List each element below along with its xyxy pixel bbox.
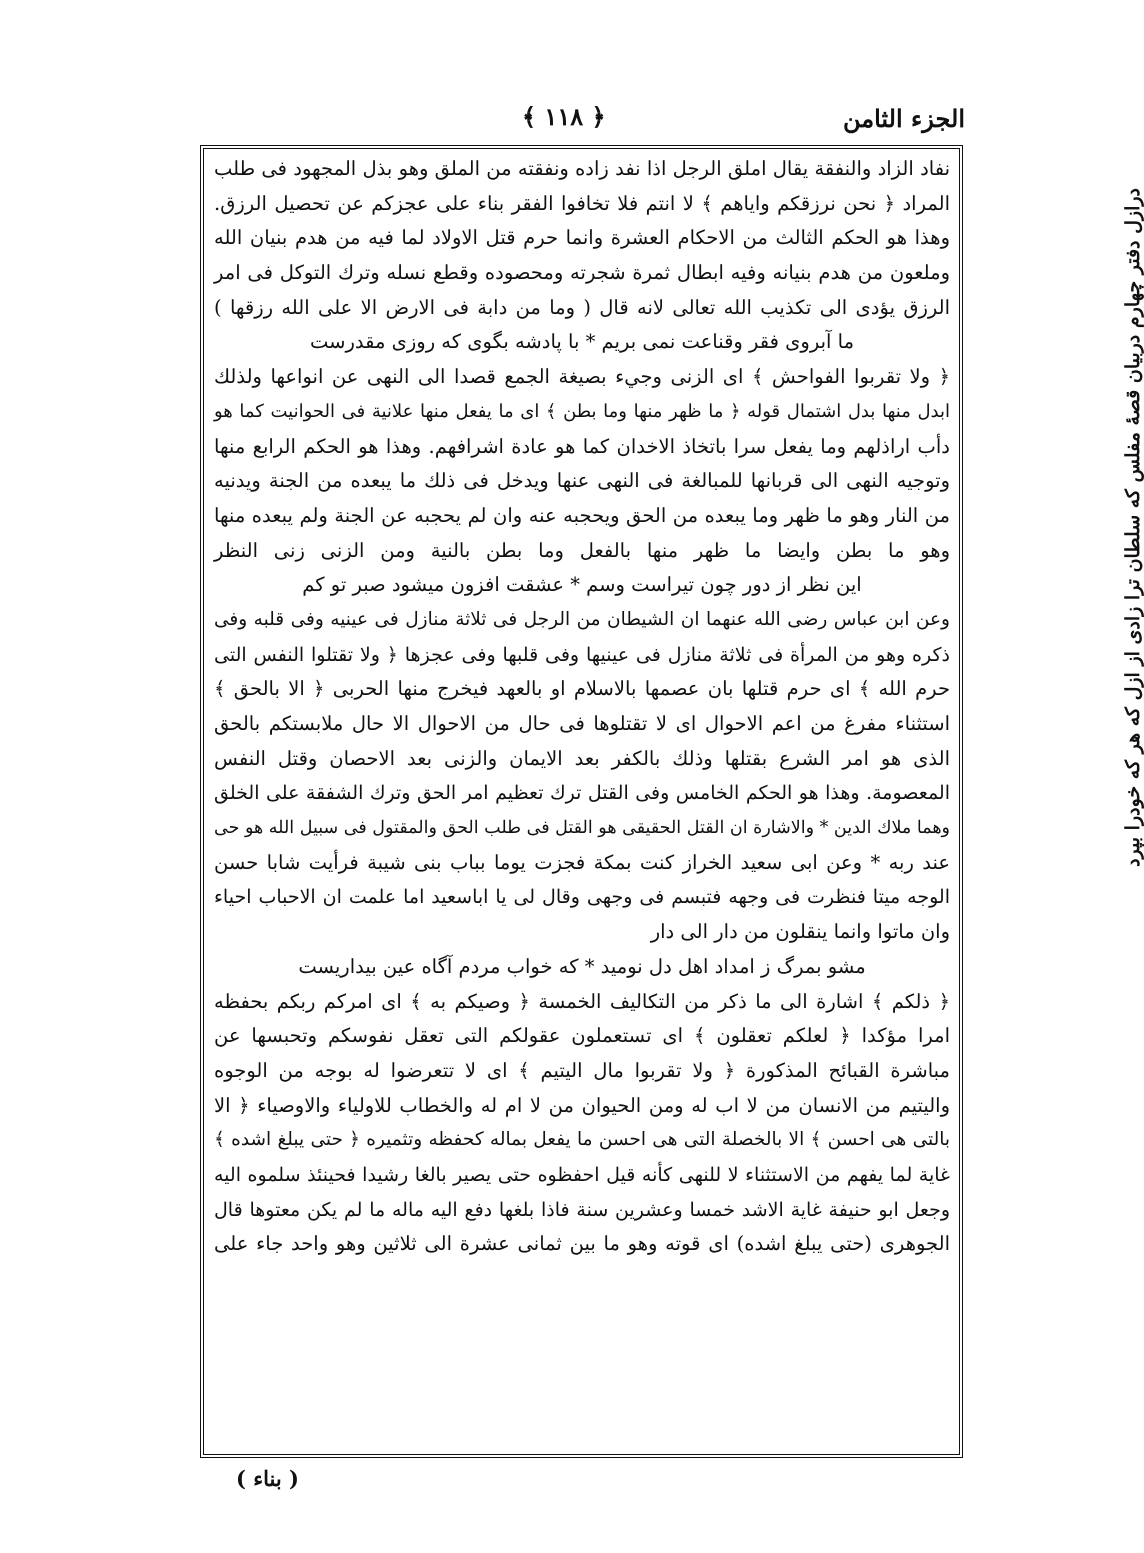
text-line: الجوهرى (حتى يبلغ اشده) اى قوته وهو ما بين ثمانى عشرة الى ثلاثين وهو واحد جاء على [214, 1232, 950, 1256]
text-line: المراد ﴿ نحن نرزقكم واياهم ﴾ لا انتم فلا تخافوا الفقر بناء على عجزكم عن تحصيل الرزق. [214, 191, 950, 215]
text-line: وتوجيه النهى الى قربانها للمبالغة فى النهى عنها ويدخل فى ذلك ما يبعده من الجنة ويدنيه [214, 469, 950, 493]
text-line: وعن ابن عباس رضى الله عنهما ان الشيطان من الرجل فى ثلاثة منازل فى عينيه وفى قلبه وفى [214, 608, 950, 630]
text-line: الوجه ميتا فنظرت فى وجهه فتبسم فى وجهى وقال لى يا اباسعيد اما علمت ان الاحباب احياء [214, 886, 950, 909]
text-line: واليتيم من الانسان من لا اب له ومن الحيوان من لا ام له والخطاب للاولياء والاوصياء ﴿ الا [214, 1093, 950, 1117]
page-number: ﴿ ۱۱۸ ﴾ [522, 102, 606, 131]
text-line: وهذا هو الحكم الثالث من الاحكام العشرة وانما حرم قتل الاولاد لما فيه من هدم بنيان الله [214, 226, 950, 250]
text-line: من النار وهو ما ظهر وما يبعده من الحق ويحجبه عنه وان لم يحجبه عن الجنة ولم يبعده منها [214, 503, 950, 527]
text-line: ذكره وهو من المرأة فى ثلاثة منازل فى عينيها وفى قلبها وفى عجزها ﴿ ولا تقتلوا النفس التى [214, 643, 950, 666]
text-line: ﴿ ذلكم ﴾ اشارة الى ما ذكر من التكاليف الخمسة ﴿ وصيكم به ﴾ اى امركم ربكم بحفظه [214, 989, 950, 1013]
text-line: حرم الله ﴾ اى حرم قتلها بان عصمها بالاسلام او بالعهد فيخرج منها الحربى ﴿ الا بالحق ﴾ [214, 677, 950, 701]
text-line: دأب اراذلهم وما يفعل سرا باتخاذ الاخدان كما هو عادة اشرافهم. وهذا هو الحكم الرابع منها [214, 434, 950, 458]
text-line: غاية لما يفهم من الاستثناء لا للنهى كأنه قيل احفظوه حتى يصير بالغا رشيدا فحينئذ سلموه اليه [214, 1163, 950, 1186]
verse-line: اين نظر از دور چون تيراست وسم * عشقت افزون ميشود صبر تو كم [302, 573, 862, 597]
text-line: الذى هو امر الشرع بقتلها وذلك بالكفر بعد الايمان والزنى بعد الاحصان وقتل النفس [214, 746, 950, 770]
text-line: الرزق يؤدى الى تكذيب الله تعالى لانه قال ( وما من دابة فى الارض الا على الله رزقها ) [214, 295, 950, 319]
text-line: مباشرة القبائح المذكورة ﴿ ولا تقربوا مال اليتيم ﴾ اى لا تتعرضوا له بوجه من الوجوه [214, 1058, 950, 1082]
margin-note: درازل دفتر چهارم دربيان قصهٔ مفلس که سلطان ترا زادی از ازل که هر که خودرا بپرد [1122, 188, 1144, 867]
text-line: المعصومة. وهذا هو الحكم الخامس وفى القتل ترك تعظيم امر الحق وترك الشفقة على الخلق [214, 782, 950, 805]
page-header [200, 100, 965, 144]
main-text [214, 152, 950, 1452]
verse-line: مشو بمرگ ز امداد اهل دل نوميد * كه خواب مردم آگاه عين بيداريست [298, 954, 866, 978]
text-line: امرا مؤكدا ﴿ لعلكم تعقلون ﴾ اى تستعملون عقولكم التى تعقل نفوسكم وتحبسها عن [214, 1024, 950, 1048]
text-line: ابدل منها بدل اشتمال قوله ﴿ ما ظهر منها وما بطن ﴾ اى ما يفعل منها علانية فى الحوانيت كما هو [214, 400, 950, 422]
text-line: بالتى هى احسن ﴾ الا بالخصلة التى هى احسن ما يفعل بماله كحفظه وتثميره ﴿ حتى يبلغ اشده ﴾ [214, 1129, 950, 1151]
catchword: ( بناء ) [236, 1466, 299, 1491]
text-line: عند ربه * وعن ابى سعيد الخراز كنت بمكة فجزت يوما بباب بنى شيبة فرأيت شابا حسن [214, 850, 950, 874]
text-line: وملعون من هدم بنيانه وفيه ابطال ثمرة شجرته ومحصوده وقطع نسله وترك التوكل فى امر [214, 261, 950, 285]
text-line: ﴿ ولا تقربوا الفواحش ﴾ اى الزنى وجيء بصيغة الجمع قصدا الى النهى عن انواعها ولذلك [214, 365, 950, 389]
text-line: استثناء مفرغ من اعم الاحوال اى لا تقتلوها فى حال من الاحوال الا حال ملابستكم بالحق [214, 712, 950, 735]
text-line: نفاد الزاد والنفقة يقال املق الرجل اذا نفد زاده ونفقته من الملق وهو بذل المجهود فى طلب [214, 157, 950, 180]
text-line: وهو ما بطن وايضا ما ظهر منها بالفعل وما بطن بالنية ومن الزنى زنى النظر [214, 538, 950, 562]
volume-title: الجزء الثامن [842, 104, 965, 133]
text-line: وجعل ابو حنيفة غاية الاشد خمسا وعشرين سنة فاذا بلغها دفع اليه ماله ما لم يكن معتوها قال [214, 1198, 950, 1221]
text-line: وهما ملاك الدين * والاشارة ان القتل الحقيقى هو القتل فى طلب الحق والمقتول فى سبيل الله هو حى [214, 818, 950, 839]
verse-line: ما آبروى فقر وقناعت نمى بريم * با پادشه بگوى كه روزى مقدرست [309, 330, 855, 354]
text-line: وان ماتوا وانما ينقلون من دار الى دار [650, 920, 950, 944]
